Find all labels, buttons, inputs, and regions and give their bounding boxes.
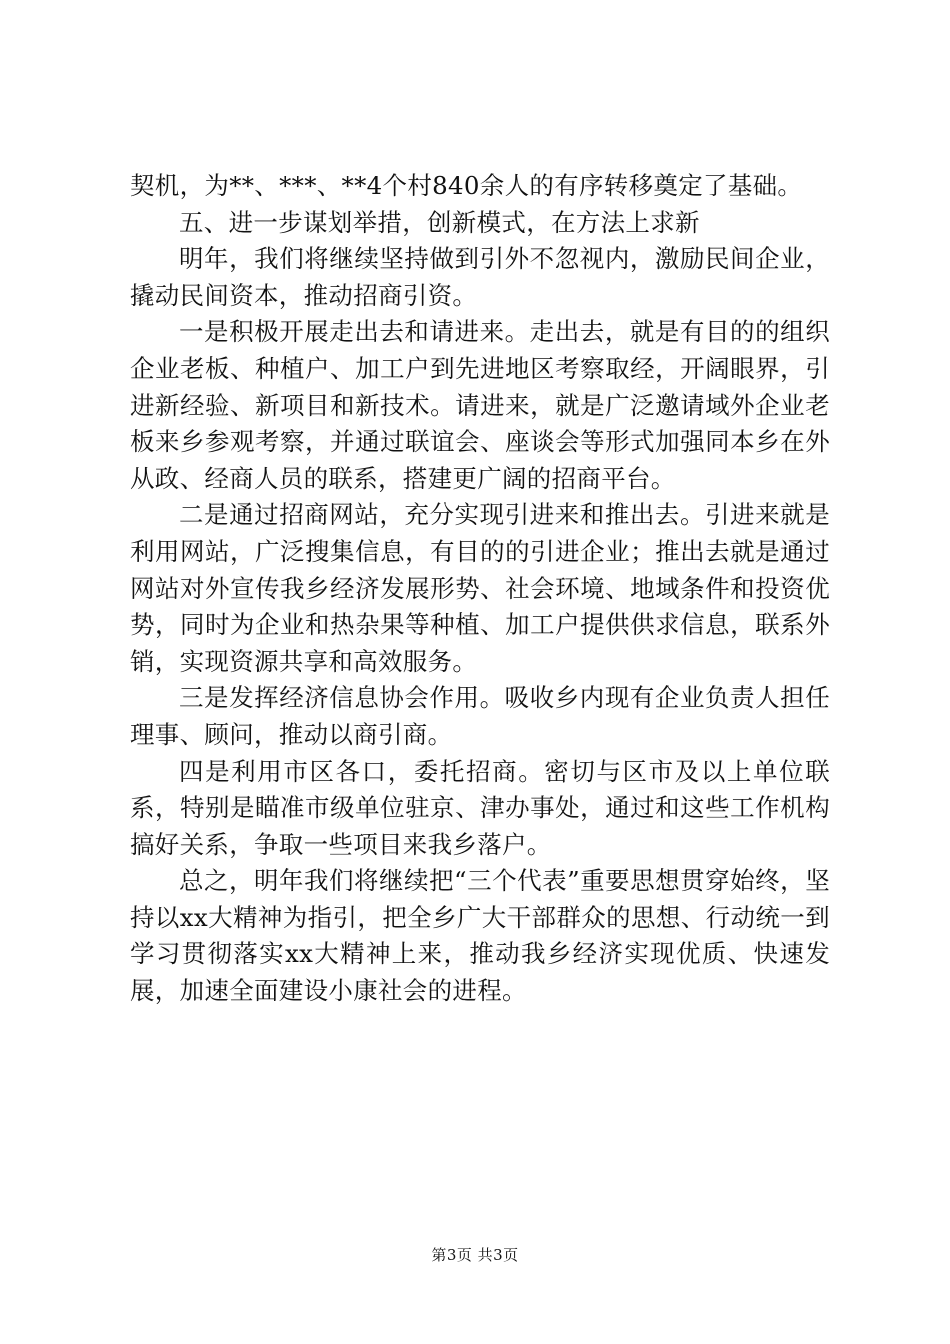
page-footer: 第3页 共3页 [431, 1246, 519, 1264]
paragraph: 明年，我们将继续坚持做到引外不忽视内，激励民间企业，撬动民间资本，推动招商引资。 [130, 244, 830, 310]
document-body [130, 168, 830, 1010]
paragraph: 三是发挥经济信息协会作用。吸收乡内现有企业负责人担任理事、顾问，推动以商引商。 [130, 683, 830, 749]
paragraph: 一是积极开展走出去和请进来。走出去，就是有目的的组织企业老板、种植户、加工户到先进地区考察取经，开阔眼界，引进新经验、新项目和新技术。请进来，就是广泛邀请域外企业老板来乡参观考察，并通过联谊会、座谈会等形式加强同本乡在外从政、经商人员的联系，搭建更广阔的招商平台。 [130, 317, 830, 493]
paragraph: 总之，明年我们将继续把“三个代表”重要思想贯穿始终，坚持以xx大精神为指引，把全乡广大干部群众的思想、行动统一到学习贯彻落实xx大精神上来，推动我乡经济实现优质、快速发展，加速全面建设小康社会的进程。 [130, 866, 830, 1006]
paragraph-continuation: 契机，为**、***、**4个村840余人的有序转移奠定了基础。 [130, 171, 803, 200]
paragraph: 二是通过招商网站，充分实现引进来和推出去。引进来就是利用网站，广泛搜集信息，有目的的引进企业；推出去就是通过网站对外宣传我乡经济发展形势、社会环境、地域条件和投资优势，同时为企业和热杂果等种植、加工户提供供求信息，联系外销，实现资源共享和高效服务。 [130, 500, 830, 676]
section-heading: 五、进一步谋划举措，创新模式，在方法上求新 [179, 207, 700, 237]
paragraph: 四是利用市区各口，委托招商。密切与区市及以上单位联系，特别是瞄准市级单位驻京、津办事处，通过和这些工作机构搞好关系，争取一些项目来我乡落户。 [130, 756, 830, 859]
